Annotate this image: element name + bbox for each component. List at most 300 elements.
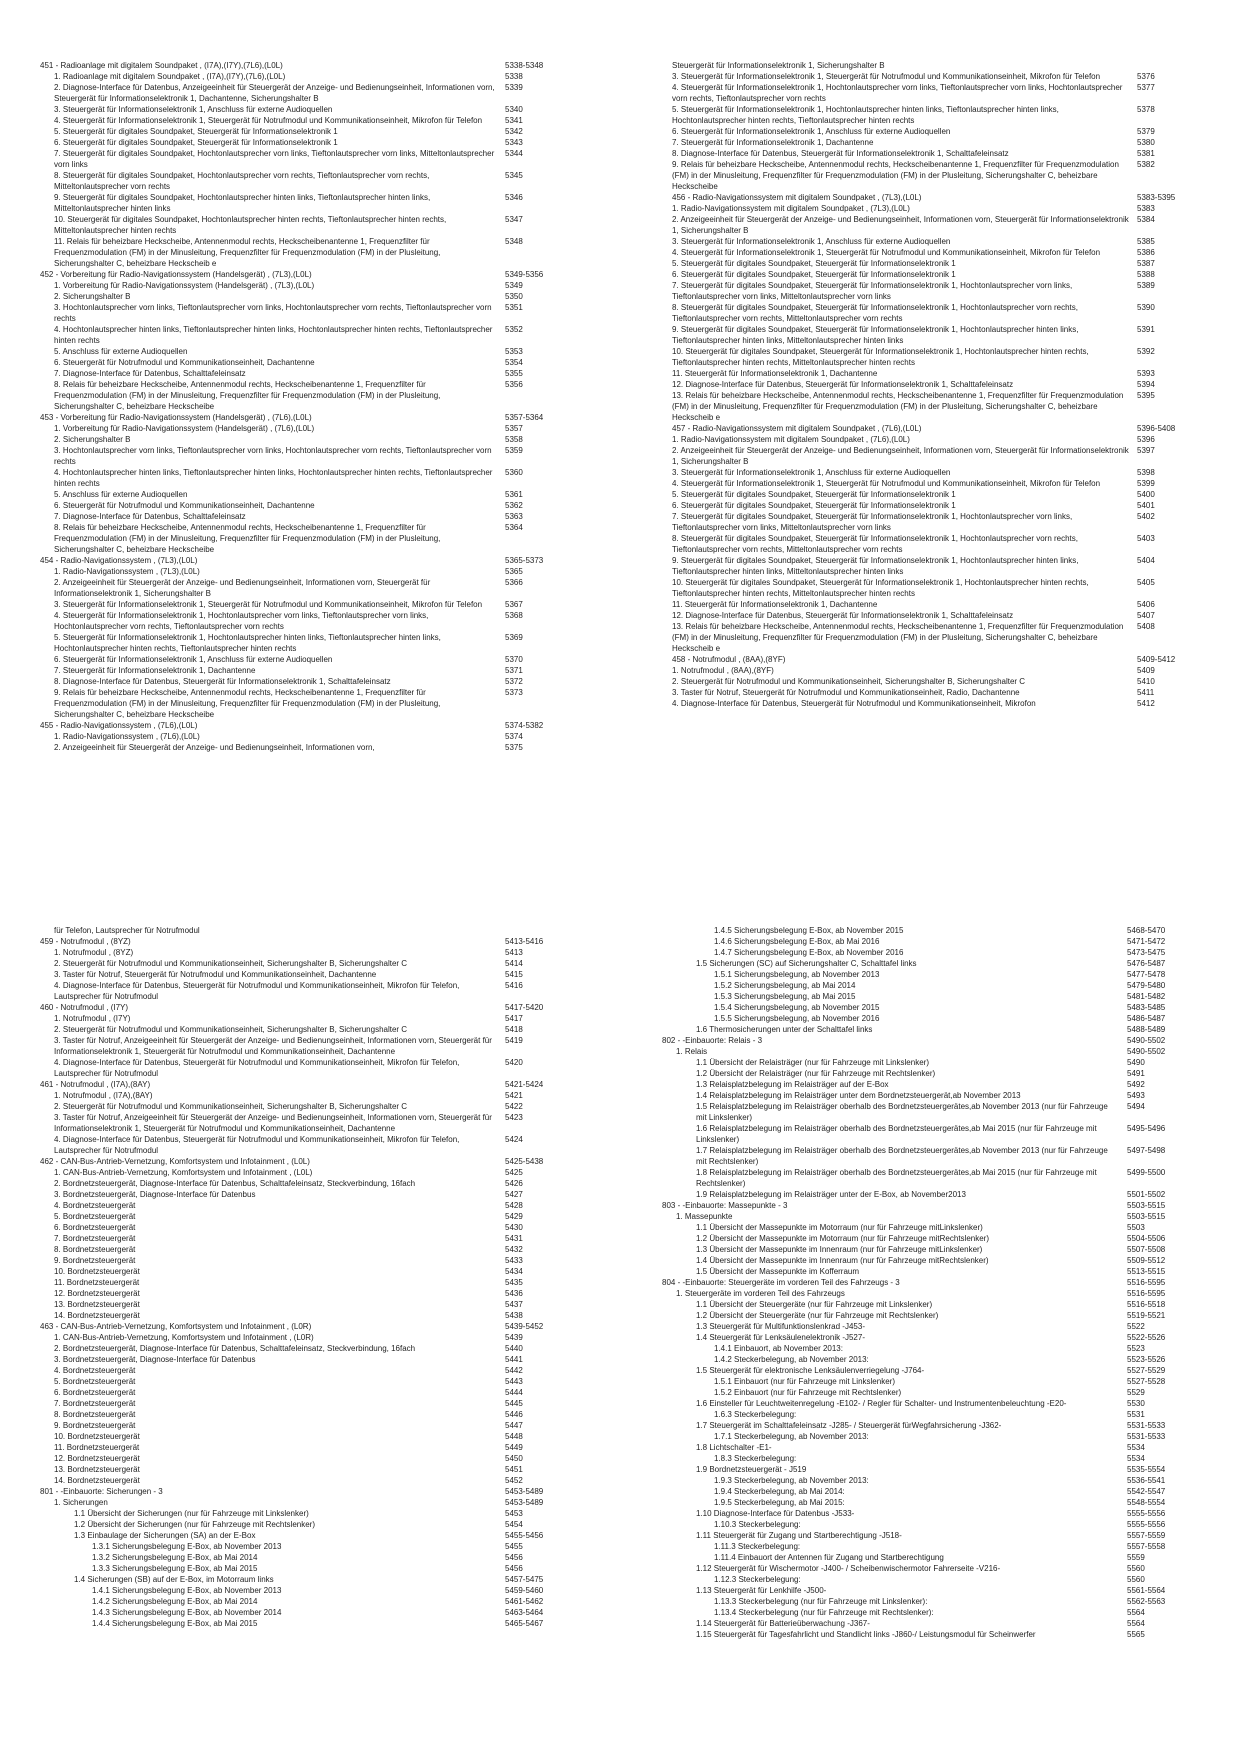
toc-entry-title: 2. Anzeigeeinheit für Steuergerät der Anzeige- und Bedienungseinheit, Informationen vorn, Steuergerät für Informationselektronik 1, Sicherungshalter B: [672, 215, 1129, 235]
toc-entry: [672, 665, 1207, 676]
toc-entry-title: 1.4 Relaisplatzbelegung im Relaisträger unter dem Bordnetzsteuergerät,ab November 2013: [696, 1091, 1021, 1100]
toc-entry-pages: 5425: [505, 1168, 523, 1177]
toc-entry: [672, 324, 1207, 346]
toc-entry-pages: 5431: [505, 1234, 523, 1243]
toc-entry-pages: 5418: [505, 1025, 523, 1034]
toc-entry-title: 6. Steuergerät für digitales Soundpaket, Steuergerät für Informationselektronik 1: [672, 270, 956, 279]
toc-entry: [40, 1376, 575, 1387]
toc-entry-pages: 5354: [505, 358, 523, 367]
toc-entry-title: 1.5 Übersicht der Massepunkte im Kofferraum: [696, 1267, 860, 1276]
toc-entry: [672, 621, 1207, 654]
toc-entry-pages: 5471-5472: [1127, 937, 1166, 946]
toc-entry: [672, 555, 1207, 577]
toc-entry-title: 1.4 Übersicht der Massepunkte im Innenraum (nur für Fahrzeuge mitRechtslenker): [696, 1256, 989, 1265]
toc-entry-pages: 5345: [505, 171, 523, 180]
toc-entry-title: 1.11 Steuergerät für Zugang und Startberechtigung -J518-: [696, 1531, 902, 1540]
toc-entry-title: 451 - Radioanlage mit digitalem Soundpaket , (I7A),(I7Y),(7L6),(L0L): [40, 61, 283, 70]
toc-entry-pages: 5357: [505, 424, 523, 433]
toc-entry: [40, 958, 575, 969]
toc-entry: [672, 302, 1207, 324]
toc-entry-title: 11. Bordnetzsteuergerät: [54, 1443, 140, 1452]
toc-entry-title: 1. Steuergeräte im vorderen Teil des Fahrzeugs: [676, 1289, 845, 1298]
toc-entry-pages: 5439-5452: [505, 1322, 544, 1331]
toc-entry-pages: 5373: [505, 688, 523, 697]
toc-entry-pages: 5430: [505, 1223, 523, 1232]
toc-entry-pages: 5389: [1137, 281, 1155, 290]
toc-entry-title: 463 - CAN-Bus-Antrieb-Vernetzung, Komfortsystem und Infotainment , (L0R): [40, 1322, 312, 1331]
toc-entry: [672, 676, 1207, 687]
toc-entry-pages: 5492: [1127, 1080, 1145, 1089]
toc-entry: [40, 115, 575, 126]
toc-entry-title: 13. Relais für beheizbare Heckscheibe, Antennenmodul rechts, Heckscheibenantenne 1, Frequenzfilter für Frequenzmodulation (FM) in der Minusleitung, Frequenzfilter für Frequenzmodulation (FM) in der Plusleitung, Sicherungshalter C, beheizbare Heckscheib e: [672, 622, 1124, 653]
toc-entry: [672, 390, 1207, 423]
toc-entry-pages: 5357-5364: [505, 413, 544, 422]
toc-entry: [662, 1618, 1197, 1629]
toc-entry: [672, 192, 1207, 203]
toc-entry: [662, 1233, 1197, 1244]
toc-entry-title: 1.4.2 Steckerbelegung, ab November 2013:: [714, 1355, 869, 1364]
toc-entry-pages: 5529: [1127, 1388, 1145, 1397]
toc-entry-pages: 5456: [505, 1553, 523, 1562]
toc-entry: [40, 60, 575, 71]
toc-entry: [672, 467, 1207, 478]
toc-entry-title: 1.9.3 Steckerbelegung, ab November 2013:: [714, 1476, 869, 1485]
toc-entry: [40, 1178, 575, 1189]
toc-column-3: [40, 925, 575, 1629]
toc-entry: [662, 1431, 1197, 1442]
toc-entry-title: 8. Diagnose-Interface für Datenbus, Steuergerät für Informationselektronik 1, Schalttafeleinsatz: [672, 149, 1009, 158]
toc-entry-pages: 5548-5554: [1127, 1498, 1166, 1507]
toc-entry-pages: 5534: [1127, 1443, 1145, 1452]
toc-entry-title: 6. Steuergerät für Informationselektronik 1, Anschluss für externe Audioquellen: [54, 655, 333, 664]
toc-entry-title: 1.8.3 Steckerbelegung:: [714, 1454, 797, 1463]
toc-entry: [40, 1013, 575, 1024]
toc-entry-title: 3. Taster für Notruf, Anzeigeeinheit für Steuergerät der Anzeige- und Bedienungseinheit, Informationen vorn, Steuergerät für Informationselektronik 1, Steuergerät für Notrufmodul und Kommunikationseinheit, Dachantenne: [54, 1036, 492, 1056]
toc-entry-title: 1.6.3 Steckerbelegung:: [714, 1410, 797, 1419]
toc-entry: [40, 148, 575, 170]
toc-entry-pages: 5387: [1137, 259, 1155, 268]
toc-entry-title: 1.13 Steuergerät für Lenkhilfe -J500-: [696, 1586, 827, 1595]
toc-entry-title: 2. Steuergerät für Notrufmodul und Kommunikationseinheit, Sicherungshalter B, Sicherungshalter C: [54, 959, 408, 968]
toc-entry-pages: 5531-5533: [1127, 1421, 1166, 1430]
toc-entry-title: 455 - Radio-Navigationssystem , (7L6),(L0L): [40, 721, 198, 730]
toc-entry-pages: 5358: [505, 435, 523, 444]
toc-entry-title: 1.15 Steuergerät für Tagesfahrlicht und Standlicht links -J860-/ Leistungsmodul für Scheinwerfer: [696, 1630, 1036, 1639]
toc-entry-pages: 5377: [1137, 83, 1155, 92]
toc-entry-title: 1. Radio-Navigationssystem , (7L6),(L0L): [54, 732, 200, 741]
toc-entry: [40, 1255, 575, 1266]
toc-entry-title: 9. Relais für beheizbare Heckscheibe, Antennenmodul rechts, Heckscheibenantenne 1, Frequenzfilter für Frequenzmodulation (FM) in der Minusleitung, Frequenzfilter für Frequenzmodulation (FM) in der Plusleitung, Sicherungshalter C, beheizbare Heckscheibe: [672, 160, 1119, 191]
toc-entry-title: 804 - -Einbauorte: Steuergeräte im vorderen Teil des Fahrzeugs - 3: [662, 1278, 900, 1287]
toc-entry-pages: 5376: [1137, 72, 1155, 81]
toc-entry-title: 3. Bordnetzsteuergerät, Diagnose-Interface für Datenbus: [54, 1355, 256, 1364]
toc-entry-title: 1.10.3 Steckerbelegung:: [714, 1520, 801, 1529]
toc-entry: [662, 936, 1197, 947]
toc-entry-title: 1.1 Übersicht der Massepunkte im Motorraum (nur für Fahrzeuge mitLinkslenker): [696, 1223, 983, 1232]
toc-entry-title: 1.1 Übersicht der Sicherungen (nur für Fahrzeuge mit Linkslenker): [74, 1509, 309, 1518]
toc-entry: [40, 1310, 575, 1321]
toc-entry-title: 4. Diagnose-Interface für Datenbus, Steuergerät für Notrufmodul und Kommunikationseinheit, Mikrofon für Telefon, Lautsprecher für Notrufmodul: [54, 1058, 460, 1078]
toc-entry: [662, 1629, 1197, 1640]
toc-entry-title: 2. Steuergerät für Notrufmodul und Kommunikationseinheit, Sicherungshalter B, Sicherungshalter C: [54, 1025, 408, 1034]
toc-entry-pages: 5516-5595: [1127, 1278, 1166, 1287]
toc-entry-title: 8. Steuergerät für digitales Soundpaket, Steuergerät für Informationselektronik 1, Hochtonlautsprecher vorn rechts, Tieftonlautsprecher vorn rechts, Mitteltonlautsprecher vorn rechts: [672, 303, 1078, 323]
toc-entry-title: 452 - Vorbereitung für Radio-Navigationssystem (Handelsgerät) , (7L3),(L0L): [40, 270, 312, 279]
toc-entry-pages: 5363: [505, 512, 523, 521]
toc-entry: [40, 170, 575, 192]
toc-entry-title: 461 - Notrufmodul , (I7A),(8AY): [40, 1080, 151, 1089]
toc-entry-pages: 5562-5563: [1127, 1597, 1166, 1606]
toc-entry-pages: 5422: [505, 1102, 523, 1111]
toc-entry: [662, 1607, 1197, 1618]
toc-entry-title: 10. Bordnetzsteuergerät: [54, 1432, 140, 1441]
toc-entry-pages: 5499-5500: [1127, 1168, 1166, 1177]
toc-entry: [672, 511, 1207, 533]
toc-entry-title: 1.2 Übersicht der Sicherungen (nur für Fahrzeuge mit Rechtslenker): [74, 1520, 315, 1529]
toc-entry-pages: 5427: [505, 1190, 523, 1199]
toc-entry: [40, 980, 575, 1002]
toc-entry-title: 5. Bordnetzsteuergerät: [54, 1377, 136, 1386]
toc-entry-pages: 5371: [505, 666, 523, 675]
toc-entry: [662, 1486, 1197, 1497]
toc-entry-title: 1.2 Übersicht der Massepunkte im Motorraum (nur für Fahrzeuge mitRechtslenker): [696, 1234, 989, 1243]
toc-entry: [40, 1585, 575, 1596]
toc-entry-title: 1.4.2 Sicherungsbelegung E-Box, ab Mai 2014: [92, 1597, 258, 1606]
toc-entry-pages: 5375: [505, 743, 523, 752]
toc-entry: [40, 1299, 575, 1310]
toc-entry-title: 11. Relais für beheizbare Heckscheibe, Antennenmodul rechts, Heckscheibenantenne 1, Frequenzfilter für Frequenzmodulation (FM) in der Minusleitung, Frequenzfilter für Frequenzmodulation (FM) in der Plusleitung, Sicherungshalter C, beheizbare Heckscheib e: [54, 237, 441, 268]
toc-entry: [662, 1090, 1197, 1101]
toc-entry: [40, 599, 575, 610]
toc-entry-title: 7. Steuergerät für Informationselektronik 1, Dachantenne: [54, 666, 256, 675]
toc-entry: [40, 1200, 575, 1211]
toc-entry-pages: 5446: [505, 1410, 523, 1419]
toc-entry-pages: 5453: [505, 1509, 523, 1518]
toc-entry: [662, 1101, 1197, 1123]
toc-entry-pages: 5382: [1137, 160, 1155, 169]
toc-column-1: [40, 60, 575, 753]
toc-entry-pages: 5516-5518: [1127, 1300, 1166, 1309]
toc-entry-title: 6. Bordnetzsteuergerät: [54, 1223, 136, 1232]
toc-entry: [40, 1211, 575, 1222]
toc-entry-title: 1. CAN-Bus-Antrieb-Vernetzung, Komfortsystem und Infotainment , (L0L): [54, 1168, 313, 1177]
toc-entry-title: 1.7.1 Steckerbelegung, ab November 2013:: [714, 1432, 869, 1441]
toc-entry: [40, 720, 575, 731]
toc-entry-pages: 5436: [505, 1289, 523, 1298]
toc-entry-title: 7. Steuergerät für Informationselektronik 1, Dachantenne: [672, 138, 874, 147]
toc-entry: [662, 1387, 1197, 1398]
toc-entry-title: 7. Bordnetzsteuergerät: [54, 1399, 136, 1408]
toc-entry-title: 1.3.1 Sicherungsbelegung E-Box, ab November 2013: [92, 1542, 282, 1551]
toc-entry-title: 11. Bordnetzsteuergerät: [54, 1278, 140, 1287]
toc-entry: [662, 1497, 1197, 1508]
toc-entry-pages: 5433: [505, 1256, 523, 1265]
toc-entry-title: 9. Steuergerät für digitales Soundpaket, Steuergerät für Informationselektronik 1, Hochtonlautsprecher hinten links, Tieftonlautsprecher hinten links, Mitteltonlautsprecher hinten links: [672, 556, 1079, 576]
toc-entry-pages: 5413-5416: [505, 937, 544, 946]
toc-entry-pages: 5369: [505, 633, 523, 642]
toc-entry-pages: 5557-5559: [1127, 1531, 1166, 1540]
toc-entry-title: 1. Massepunkte: [676, 1212, 733, 1221]
toc-entry: [40, 1596, 575, 1607]
toc-entry: [662, 1420, 1197, 1431]
toc-entry-title: 1.9 Relaisplatzbelegung im Relaisträger unter der E-Box, ab November2013: [696, 1190, 966, 1199]
toc-entry: [40, 126, 575, 137]
toc-entry-pages: 5421-5424: [505, 1080, 544, 1089]
toc-entry-title: 1.9 Bordnetzsteuergerät - J519: [696, 1465, 807, 1474]
toc-entry-pages: 5434: [505, 1267, 523, 1276]
toc-entry: [672, 698, 1207, 709]
toc-entry: [40, 1442, 575, 1453]
toc-entry: [662, 1288, 1197, 1299]
toc-entry-pages: 5381: [1137, 149, 1155, 158]
toc-entry-pages: 5405: [1137, 578, 1155, 587]
toc-entry-pages: 5406: [1137, 600, 1155, 609]
toc-entry-title: 4. Steuergerät für Informationselektronik 1, Steuergerät für Notrufmodul und Kommunikationseinheit, Mikrofon für Telefon: [672, 248, 1101, 257]
toc-entry-pages: 5410: [1137, 677, 1155, 686]
toc-entry-title: 1.4.4 Sicherungsbelegung E-Box, ab Mai 2015: [92, 1619, 258, 1628]
toc-entry-pages: 5564: [1127, 1608, 1145, 1617]
toc-entry-pages: 5356: [505, 380, 523, 389]
toc-entry-pages: 5374-5382: [505, 721, 544, 730]
toc-entry-title: 1.13.3 Steckerbelegung (nur für Fahrzeuge mit Linkslenker):: [714, 1597, 928, 1606]
toc-entry-title: 1.11.4 Einbauort der Antennen für Zugang und Startberechtigung: [714, 1553, 944, 1562]
toc-entry: [40, 1101, 575, 1112]
toc-entry-pages: 5348: [505, 237, 523, 246]
toc-entry: [662, 947, 1197, 958]
toc-entry-title: 4. Diagnose-Interface für Datenbus, Steuergerät für Notrufmodul und Kommunikationseinheit, Mikrofon für Telefon, Lautsprecher für Notrufmodul: [54, 981, 460, 1001]
toc-entry: [672, 434, 1207, 445]
toc-entry: [662, 1464, 1197, 1475]
toc-entry-title: 1.3 Steuergerät für Multifunktionslenkrad -J453-: [696, 1322, 865, 1331]
toc-entry: [40, 291, 575, 302]
toc-entry: [40, 1024, 575, 1035]
toc-entry: [40, 71, 575, 82]
toc-entry: [40, 1266, 575, 1277]
toc-entry: [672, 478, 1207, 489]
toc-entry-title: 1.8 Lichtschalter -E1-: [696, 1443, 772, 1452]
toc-entry: [40, 1497, 575, 1508]
toc-entry-title: 4. Bordnetzsteuergerät: [54, 1201, 136, 1210]
toc-entry-pages: 5417-5420: [505, 1003, 544, 1012]
toc-entry-title: 1.7 Steuergerät im Schalttafeleinsatz -J285- / Steuergerät fürWegfahrsicherung -J362-: [696, 1421, 1002, 1430]
toc-entry-title: 1.7 Relaisplatzbelegung im Relaisträger oberhalb des Bordnetzsteuergerätes,ab November 2013 (nur für Fahrzeuge mit Rechtslenker): [696, 1146, 1108, 1166]
toc-entry: [672, 137, 1207, 148]
toc-entry-title: 7. Diagnose-Interface für Datenbus, Schalttafeleinsatz: [54, 369, 246, 378]
toc-entry: [662, 1321, 1197, 1332]
toc-entry-pages: 5459-5460: [505, 1586, 544, 1595]
toc-entry-pages: 5444: [505, 1388, 523, 1397]
toc-entry: [40, 1431, 575, 1442]
toc-entry-title: 12. Diagnose-Interface für Datenbus, Steuergerät für Informationselektronik 1, Schalttafeleinsatz: [672, 611, 1014, 620]
toc-entry-title: 9. Steuergerät für digitales Soundpaket, Hochtonlautsprecher hinten links, Tieftonlautsprecher hinten links, Mitteltonlautsprecher hinten links: [54, 193, 431, 213]
toc-entry-pages: 5383: [1137, 204, 1155, 213]
toc-entry-title: 3. Steuergerät für Informationselektronik 1, Anschluss für externe Audioquellen: [672, 468, 951, 477]
toc-entry-pages: 5479-5480: [1127, 981, 1166, 990]
toc-entry: [662, 1079, 1197, 1090]
toc-entry: [40, 665, 575, 676]
toc-entry: [40, 676, 575, 687]
toc-entry-title: 3. Hochtonlautsprecher vorn links, Tieftonlautsprecher vorn links, Hochtonlautsprecher vorn rechts, Tieftonlautsprecher vorn rechts: [54, 446, 492, 466]
toc-entry-title: 1.4.5 Sicherungsbelegung E-Box, ab November 2015: [714, 926, 904, 935]
toc-entry-title: 2. Sicherungshalter B: [54, 292, 131, 301]
toc-entry-pages: 5352: [505, 325, 523, 334]
toc-entry-pages: 5411: [1137, 688, 1155, 697]
toc-entry-title: 1. Radio-Navigationssystem , (7L3),(L0L): [54, 567, 200, 576]
toc-entry-title: 1.11.3 Steckerbelegung:: [714, 1542, 801, 1551]
toc-entry-title: 4. Hochtonlautsprecher hinten links, Tieftonlautsprecher hinten links, Hochtonlautsprecher hinten rechts, Tieftonlautsprecher hinten rechts: [54, 468, 493, 488]
toc-entry: [40, 423, 575, 434]
toc-entry: [40, 1002, 575, 1013]
toc-entry-pages: 5442: [505, 1366, 523, 1375]
toc-entry-title: 7. Steuergerät für digitales Soundpaket, Hochtonlautsprecher vorn links, Tieftonlautsprecher vorn links, Mitteltonlautsprecher vorn links: [54, 149, 495, 169]
toc-entry-title: 10. Steuergerät für digitales Soundpaket, Hochtonlautsprecher hinten rechts, Tieftonlautsprecher hinten rechts, Mitteltonlautsprecher hinten rechts: [54, 215, 447, 235]
toc-entry-title: 1.8 Relaisplatzbelegung im Relaisträger oberhalb des Bordnetzsteuergerätes,ab Mai 2015 (nur für Fahrzeuge mit Rechtslenker): [696, 1168, 1097, 1188]
toc-entry: [662, 1013, 1197, 1024]
toc-entry: [662, 1365, 1197, 1376]
toc-entry-title: 1.13.4 Steckerbelegung (nur für Fahrzeuge mit Rechtslenker):: [714, 1608, 934, 1617]
toc-entry: [40, 1288, 575, 1299]
toc-entry-title: 7. Steuergerät für digitales Soundpaket, Steuergerät für Informationselektronik 1, Hochtonlautsprecher vorn links, Tieftonlautsprecher vorn links, Mitteltonlautsprecher vorn links: [672, 281, 1073, 301]
toc-entry-pages: 5360: [505, 468, 523, 477]
toc-entry-title: 4. Steuergerät für Informationselektronik 1, Hochtonlautsprecher vorn links, Tieftonlautsprecher vorn links, Hochtonlautsprecher vorn rechts, Tieftonlautsprecher vorn rechts: [672, 83, 1123, 103]
toc-entry-pages: 5483-5485: [1127, 1003, 1166, 1012]
toc-entry-title: 1.3 Übersicht der Massepunkte im Innenraum (nur für Fahrzeuge mitLinkslenker): [696, 1245, 983, 1254]
toc-entry: [662, 1299, 1197, 1310]
toc-entry-pages: 5516-5595: [1127, 1289, 1166, 1298]
toc-entry-pages: 5417: [505, 1014, 523, 1023]
toc-entry: [40, 654, 575, 665]
toc-entry-title: 1.12 Steuergerät für Wischermotor -J400- / Scheibenwischermotor Fahrerseite -V216-: [696, 1564, 1001, 1573]
toc-entry-pages: 5397: [1137, 446, 1155, 455]
toc-entry-pages: 5555-5556: [1127, 1520, 1166, 1529]
toc-entry-pages: 5445: [505, 1399, 523, 1408]
toc-entry-pages: 5490-5502: [1127, 1036, 1166, 1045]
toc-entry: [40, 1134, 575, 1156]
toc-entry: [40, 368, 575, 379]
toc-entry: [662, 1002, 1197, 1013]
toc-entry: [662, 969, 1197, 980]
toc-entry: [40, 467, 575, 489]
toc-entry-pages: 5366: [505, 578, 523, 587]
toc-entry-title: 1. Radio-Navigationssystem mit digitalem Soundpaket , (7L3),(L0L): [672, 204, 910, 213]
toc-entry: [672, 104, 1207, 126]
toc-entry: [40, 1233, 575, 1244]
toc-entry-pages: 5503-5515: [1127, 1201, 1166, 1210]
toc-entry: [40, 1464, 575, 1475]
toc-entry-pages: 5398: [1137, 468, 1155, 477]
toc-entry-pages: 5559: [1127, 1553, 1145, 1562]
toc-entry: [40, 511, 575, 522]
toc-entry-pages: 5424: [505, 1135, 523, 1144]
toc-entry-pages: 5490-5502: [1127, 1047, 1166, 1056]
toc-entry-pages: 5455: [505, 1542, 523, 1551]
toc-entry: [662, 1068, 1197, 1079]
toc-entry-title: 10. Steuergerät für digitales Soundpaket, Steuergerät für Informationselektronik 1, Hochtonlautsprecher hinten rechts, Tieftonlautsprecher hinten rechts, Mitteltonlautsprecher hinten rechts: [672, 578, 1089, 598]
toc-entry: [40, 379, 575, 412]
toc-entry-pages: 5448: [505, 1432, 523, 1441]
toc-entry-pages: 5456: [505, 1564, 523, 1573]
toc-entry-pages: 5453-5489: [505, 1487, 544, 1496]
toc-entry-pages: 5396-5408: [1137, 424, 1176, 433]
toc-entry-pages: 5385: [1137, 237, 1155, 246]
toc-entry: [672, 489, 1207, 500]
toc-entry-title: 2. Steuergerät für Notrufmodul und Kommunikationseinheit, Sicherungshalter B, Sicherungshalter C: [54, 1102, 408, 1111]
toc-entry: [40, 687, 575, 720]
toc-entry-pages: 5355: [505, 369, 523, 378]
toc-entry-pages: 5338-5348: [505, 61, 544, 70]
toc-entry: [40, 236, 575, 269]
toc-entry-title: 2. Bordnetzsteuergerät, Diagnose-Interface für Datenbus, Schalttafeleinsatz, Steckverbindung, 16fach: [54, 1179, 416, 1188]
toc-entry-pages: 5560: [1127, 1564, 1145, 1573]
toc-entry-title: 13. Bordnetzsteuergerät: [54, 1300, 140, 1309]
toc-entry-title: 1. Sicherungen: [54, 1498, 108, 1507]
toc-entry-title: 1.12.3 Steckerbelegung:: [714, 1575, 801, 1584]
toc-entry-pages: 5531: [1127, 1410, 1145, 1419]
toc-entry: [662, 1508, 1197, 1519]
toc-entry-pages: 5557-5558: [1127, 1542, 1166, 1551]
toc-entry: [40, 1387, 575, 1398]
toc-entry: [662, 1266, 1197, 1277]
toc-entry-title: 1.4.6 Sicherungsbelegung E-Box, ab Mai 2016: [714, 937, 880, 946]
toc-entry-title: 2. Diagnose-Interface für Datenbus, Anzeigeeinheit für Steuergerät der Anzeige- und Bedienungseinheit, Informationen vorn, Steuergerät für Informationselektronik 1, Dachantenne, Sicherungshalter B: [54, 83, 495, 103]
toc-entry: [40, 104, 575, 115]
toc-entry-title: 1.2 Übersicht der Relaisträger (nur für Fahrzeuge mit Rechtslenker): [696, 1069, 936, 1078]
toc-entry: [40, 1530, 575, 1541]
toc-entry-title: 7. Bordnetzsteuergerät: [54, 1234, 136, 1243]
toc-entry-title: 8. Bordnetzsteuergerät: [54, 1410, 136, 1419]
toc-entry-title: 1.2 Übersicht der Steuergeräte (nur für Fahrzeuge mit Rechtslenker): [696, 1311, 939, 1320]
toc-entry-title: 1.6 Thermosicherungen unter der Schalttafel links: [696, 1025, 873, 1034]
toc-entry: [662, 1574, 1197, 1585]
toc-entry-pages: 5491: [1127, 1069, 1145, 1078]
toc-entry-title: 8. Relais für beheizbare Heckscheibe, Antennenmodul rechts, Heckscheibenantenne 1, Frequenzfilter für Frequenzmodulation (FM) in der Minusleitung, Frequenzfilter für Frequenzmodulation (FM) in der Plusleitung, Sicherungshalter C, beheizbare Heckscheibe: [54, 523, 441, 554]
toc-entry-title: 1.5.4 Sicherungsbelegung, ab November 2015: [714, 1003, 880, 1012]
toc-entry-pages: 5412: [1137, 699, 1155, 708]
toc-entry-title: 4. Hochtonlautsprecher hinten links, Tieftonlautsprecher hinten links, Hochtonlautsprecher hinten rechts, Tieftonlautsprecher hinten rechts: [54, 325, 493, 345]
toc-entry: [40, 434, 575, 445]
toc-entry-title: 453 - Vorbereitung für Radio-Navigationssystem (Handelsgerät) , (7L6),(L0L): [40, 413, 312, 422]
toc-entry-pages: [1137, 60, 1207, 71]
toc-entry-title: 456 - Radio-Navigationssystem mit digitalem Soundpaket , (7L3),(L0L): [672, 193, 922, 202]
toc-entry: [662, 925, 1197, 936]
toc-entry: [662, 1541, 1197, 1552]
toc-entry: [662, 1211, 1197, 1222]
toc-entry: [40, 1343, 575, 1354]
toc-entry-title: 1.3 Relaisplatzbelegung im Relaisträger auf der E-Box: [696, 1080, 889, 1089]
toc-entry-title: 1.4 Sicherungen (SB) auf der E-Box, im Motorraum links: [74, 1575, 274, 1584]
toc-entry-pages: 5400: [1137, 490, 1155, 499]
toc-entry: [662, 1398, 1197, 1409]
toc-entry-pages: [505, 925, 575, 936]
toc-entry-pages: 5527-5529: [1127, 1366, 1166, 1375]
toc-entry-title: 12. Bordnetzsteuergerät: [54, 1454, 140, 1463]
toc-entry-title: 1.1 Übersicht der Steuergeräte (nur für Fahrzeuge mit Linkslenker): [696, 1300, 933, 1309]
toc-entry-pages: 5447: [505, 1421, 523, 1430]
toc-entry: [672, 126, 1207, 137]
toc-entry-title: 3. Steuergerät für Informationselektronik 1, Anschluss für externe Audioquellen: [54, 105, 333, 114]
toc-entry: [40, 947, 575, 958]
toc-entry-pages: 5490: [1127, 1058, 1145, 1067]
toc-entry: [662, 991, 1197, 1002]
toc-entry-pages: 5378: [1137, 105, 1155, 114]
toc-entry-title: 1.9.5 Steckerbelegung, ab Mai 2015:: [714, 1498, 845, 1507]
toc-entry: [40, 731, 575, 742]
toc-entry: [672, 445, 1207, 467]
toc-entry-pages: 5361: [505, 490, 523, 499]
toc-entry: [40, 1244, 575, 1255]
toc-entry-title: 8. Diagnose-Interface für Datenbus, Steuergerät für Informationselektronik 1, Schalttafeleinsatz: [54, 677, 391, 686]
toc-entry: [40, 1486, 575, 1497]
